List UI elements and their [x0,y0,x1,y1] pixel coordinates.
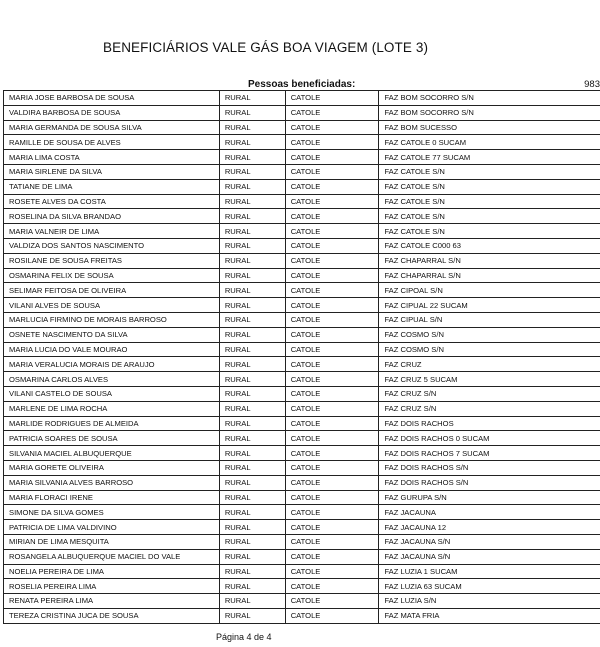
beneficiary-name-cell: OSMARINA CARLOS ALVES [4,372,220,387]
beneficiary-name-cell: MARIA LUCIA DO VALE MOURAO [4,342,220,357]
locality-cell: CATOLE [285,372,379,387]
address-cell: FAZ DOIS RACHOS [379,416,600,431]
table-row [4,120,600,135]
table-row [4,564,600,579]
beneficiary-name-cell: MARLIDE RODRIGUES DE ALMEIDA [4,416,220,431]
address-cell: FAZ DOIS RACHOS 0 SUCAM [379,431,600,446]
beneficiary-name-cell: MARIA LIMA COSTA [4,150,220,165]
table-row [4,327,600,342]
address-cell: FAZ CRUZ S/N [379,401,600,416]
table-row [4,579,600,594]
address-cell: FAZ JACAUNA S/N [379,549,600,564]
zone-cell: RURAL [219,372,285,387]
zone-cell: RURAL [219,386,285,401]
beneficiary-name-cell: PATRICIA DE LIMA VALDIVINO [4,520,220,535]
beneficiary-name-cell: MARLUCIA FIRMINO DE MORAIS BARROSO [4,312,220,327]
locality-cell: CATOLE [285,534,379,549]
table-row [4,150,600,165]
table-row [4,475,600,490]
address-cell: FAZ GURUPA S/N [379,490,600,505]
locality-cell: CATOLE [285,105,379,120]
zone-cell: RURAL [219,105,285,120]
table-row [4,431,600,446]
zone-cell: RURAL [219,431,285,446]
beneficiary-name-cell: SIMONE DA SILVA GOMES [4,505,220,520]
table-row [4,416,600,431]
zone-cell: RURAL [219,505,285,520]
zone-cell: RURAL [219,490,285,505]
table-row [4,386,600,401]
beneficiary-name-cell: MARIA SILVANIA ALVES BARROSO [4,475,220,490]
beneficiary-name-cell: OSNETE NASCIMENTO DA SILVA [4,327,220,342]
locality-cell: CATOLE [285,520,379,535]
locality-cell: CATOLE [285,401,379,416]
table-row [4,194,600,209]
address-cell: FAZ LUZIA 1 SUCAM [379,564,600,579]
locality-cell: CATOLE [285,120,379,135]
table-row [4,534,600,549]
beneficiary-name-cell: SILVANIA MACIEL ALBUQUERQUE [4,446,220,461]
zone-cell: RURAL [219,549,285,564]
table-row [4,91,600,106]
beneficiary-name-cell: NOELIA PEREIRA DE LIMA [4,564,220,579]
beneficiary-name-cell: MARIA JOSE BARBOSA DE SOUSA [4,91,220,106]
zone-cell: RURAL [219,120,285,135]
table-row [4,505,600,520]
zone-cell: RURAL [219,238,285,253]
table-row [4,357,600,372]
locality-cell: CATOLE [285,91,379,106]
zone-cell: RURAL [219,608,285,623]
address-cell: FAZ JACAUNA [379,505,600,520]
locality-cell: CATOLE [285,164,379,179]
section-subheading: Pessoas beneficiadas: [248,79,356,90]
beneficiary-name-cell: VILANI CASTELO DE SOUSA [4,386,220,401]
table-row [4,179,600,194]
locality-cell: CATOLE [285,594,379,609]
beneficiary-name-cell: ROSANGELA ALBUQUERQUE MACIEL DO VALE [4,549,220,564]
beneficiary-name-cell: TATIANE DE LIMA [4,179,220,194]
locality-cell: CATOLE [285,357,379,372]
address-cell: FAZ CATOLE S/N [379,224,600,239]
address-cell: FAZ CRUZ [379,357,600,372]
zone-cell: RURAL [219,460,285,475]
zone-cell: RURAL [219,312,285,327]
beneficiary-name-cell: RENATA PEREIRA LIMA [4,594,220,609]
beneficiary-name-cell: ROSILANE DE SOUSA FREITAS [4,253,220,268]
table-row [4,238,600,253]
beneficiary-count: 983 [584,79,600,90]
beneficiary-name-cell: RAMILLE DE SOUSA DE ALVES [4,135,220,150]
beneficiary-name-cell: PATRICIA SOARES DE SOUSA [4,431,220,446]
zone-cell: RURAL [219,268,285,283]
zone-cell: RURAL [219,342,285,357]
locality-cell: CATOLE [285,194,379,209]
zone-cell: RURAL [219,179,285,194]
page-footer: Página 4 de 4 [216,632,272,642]
zone-cell: RURAL [219,327,285,342]
address-cell: FAZ CRUZ S/N [379,386,600,401]
zone-cell: RURAL [219,446,285,461]
table-row [4,312,600,327]
locality-cell: CATOLE [285,312,379,327]
locality-cell: CATOLE [285,135,379,150]
beneficiary-name-cell: MIRIAN DE LIMA MESQUITA [4,534,220,549]
address-cell: FAZ BOM SOCORRO S/N [379,91,600,106]
zone-cell: RURAL [219,283,285,298]
beneficiaries-table [3,90,600,624]
zone-cell: RURAL [219,298,285,313]
beneficiary-name-cell: MARIA GERMANDA DE SOUSA SILVA [4,120,220,135]
address-cell: FAZ CATOLE C000 63 [379,238,600,253]
address-cell: FAZ DOIS RACHOS S/N [379,475,600,490]
locality-cell: CATOLE [285,416,379,431]
beneficiary-name-cell: ROSELINA DA SILVA BRANDAO [4,209,220,224]
table-row [4,446,600,461]
locality-cell: CATOLE [285,579,379,594]
table-row [4,283,600,298]
address-cell: FAZ BOM SOCORRO S/N [379,105,600,120]
zone-cell: RURAL [219,224,285,239]
zone-cell: RURAL [219,164,285,179]
beneficiary-name-cell: OSMARINA FELIX DE SOUSA [4,268,220,283]
locality-cell: CATOLE [285,505,379,520]
zone-cell: RURAL [219,357,285,372]
address-cell: FAZ DOIS RACHOS S/N [379,460,600,475]
locality-cell: CATOLE [285,283,379,298]
address-cell: FAZ COSMO S/N [379,327,600,342]
zone-cell: RURAL [219,209,285,224]
locality-cell: CATOLE [285,150,379,165]
table-row [4,253,600,268]
beneficiary-name-cell: VALDIRA BARBOSA DE SOUSA [4,105,220,120]
address-cell: FAZ BOM SUCESSO [379,120,600,135]
locality-cell: CATOLE [285,490,379,505]
zone-cell: RURAL [219,150,285,165]
table-row [4,135,600,150]
locality-cell: CATOLE [285,209,379,224]
zone-cell: RURAL [219,564,285,579]
address-cell: FAZ CRUZ 5 SUCAM [379,372,600,387]
address-cell: FAZ DOIS RACHOS 7 SUCAM [379,446,600,461]
locality-cell: CATOLE [285,608,379,623]
locality-cell: CATOLE [285,327,379,342]
locality-cell: CATOLE [285,446,379,461]
address-cell: FAZ CIPUAL S/N [379,312,600,327]
address-cell: FAZ LUZIA S/N [379,594,600,609]
zone-cell: RURAL [219,594,285,609]
address-cell: FAZ LUZIA 63 SUCAM [379,579,600,594]
locality-cell: CATOLE [285,253,379,268]
locality-cell: CATOLE [285,298,379,313]
table-row [4,460,600,475]
locality-cell: CATOLE [285,431,379,446]
locality-cell: CATOLE [285,549,379,564]
beneficiary-name-cell: ROSETE ALVES DA COSTA [4,194,220,209]
table-row [4,490,600,505]
zone-cell: RURAL [219,579,285,594]
zone-cell: RURAL [219,416,285,431]
table-row [4,608,600,623]
locality-cell: CATOLE [285,224,379,239]
address-cell: FAZ CIPOAL S/N [379,283,600,298]
document-title: BENEFICIÁRIOS VALE GÁS BOA VIAGEM (LOTE 3) [103,40,429,55]
table-row [4,209,600,224]
zone-cell: RURAL [219,194,285,209]
beneficiary-name-cell: VILANI ALVES DE SOUSA [4,298,220,313]
zone-cell: RURAL [219,475,285,490]
beneficiary-name-cell: MARIA FLORACI IRENE [4,490,220,505]
zone-cell: RURAL [219,253,285,268]
address-cell: FAZ CATOLE S/N [379,164,600,179]
table-row [4,298,600,313]
table-row [4,268,600,283]
table-row [4,594,600,609]
address-cell: FAZ CHAPARRAL S/N [379,268,600,283]
table-row [4,372,600,387]
beneficiary-name-cell: TEREZA CRISTINA JUCA DE SOUSA [4,608,220,623]
address-cell: FAZ CATOLE S/N [379,209,600,224]
zone-cell: RURAL [219,135,285,150]
address-cell: FAZ CATOLE S/N [379,179,600,194]
address-cell: FAZ JACAUNA S/N [379,534,600,549]
beneficiary-name-cell: VALDIZA DOS SANTOS NASCIMENTO [4,238,220,253]
zone-cell: RURAL [219,401,285,416]
beneficiary-name-cell: MARIA SIRLENE DA SILVA [4,164,220,179]
table-row [4,520,600,535]
table-row [4,164,600,179]
zone-cell: RURAL [219,534,285,549]
table-row [4,401,600,416]
table-row [4,342,600,357]
locality-cell: CATOLE [285,386,379,401]
address-cell: FAZ COSMO S/N [379,342,600,357]
beneficiary-name-cell: MARIA GORETE OLIVEIRA [4,460,220,475]
locality-cell: CATOLE [285,238,379,253]
address-cell: FAZ CATOLE S/N [379,194,600,209]
locality-cell: CATOLE [285,179,379,194]
address-cell: FAZ CATOLE 77 SUCAM [379,150,600,165]
beneficiary-name-cell: ROSELIA PEREIRA LIMA [4,579,220,594]
locality-cell: CATOLE [285,342,379,357]
locality-cell: CATOLE [285,564,379,579]
table-row [4,549,600,564]
beneficiary-name-cell: MARIA VERALUCIA MORAIS DE ARAUJO [4,357,220,372]
beneficiary-name-cell: MARLENE DE LIMA ROCHA [4,401,220,416]
address-cell: FAZ JACAUNA 12 [379,520,600,535]
table-row [4,105,600,120]
table-row [4,224,600,239]
zone-cell: RURAL [219,520,285,535]
locality-cell: CATOLE [285,460,379,475]
address-cell: FAZ CATOLE 0 SUCAM [379,135,600,150]
locality-cell: CATOLE [285,475,379,490]
address-cell: FAZ CIPUAL 22 SUCAM [379,298,600,313]
beneficiary-name-cell: SELIMAR FEITOSA DE OLIVEIRA [4,283,220,298]
locality-cell: CATOLE [285,268,379,283]
zone-cell: RURAL [219,91,285,106]
address-cell: FAZ CHAPARRAL S/N [379,253,600,268]
beneficiary-name-cell: MARIA VALNEIR DE LIMA [4,224,220,239]
address-cell: FAZ MATA FRIA [379,608,600,623]
